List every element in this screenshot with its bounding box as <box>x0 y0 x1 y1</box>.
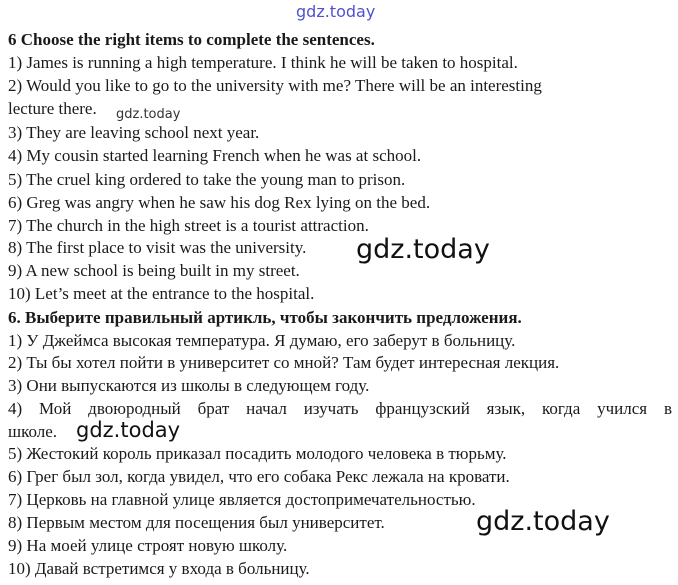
watermark-top: gdz.today <box>296 2 376 21</box>
english-item-9: 9) A new school is being built in my street. <box>8 261 300 280</box>
russian-heading: 6. Выберите правильный артикль, чтобы закончить предложения. <box>8 308 522 327</box>
english-item-2-cont: lecture there. <box>8 99 97 118</box>
watermark-small: gdz.today <box>116 107 181 122</box>
english-item-8: 8) The first place to visit was the university. <box>8 238 307 257</box>
russian-item-7: 7) Церковь на главной улице является достопримечательностью. <box>8 490 476 509</box>
watermark-large: gdz.today <box>356 234 490 265</box>
english-item-6: 6) Greg was angry when he saw his dog Rex lying on the bed. <box>8 193 431 212</box>
watermark-large-bottom: gdz.today <box>476 506 610 537</box>
russian-item-10: 10) Давай встретимся у входа в больницу. <box>8 559 310 578</box>
english-item-10: 10) Let’s meet at the entrance to the hospital. <box>8 284 315 303</box>
english-item-3: 3) They are leaving school next year. <box>8 123 260 142</box>
russian-item-2: 2) Ты бы хотел пойти в университет со мной? Там будет интересная лекция. <box>8 353 560 372</box>
english-heading: 6 Choose the right items to complete the sentences. <box>8 30 375 49</box>
english-item-7: 7) The church in the high street is a tourist attraction. <box>8 216 369 235</box>
english-item-2: 2) Would you like to go to the university with me? There will be an interesting <box>8 76 542 95</box>
russian-item-3: 3) Они выпускаются из школы в следующем году. <box>8 376 370 395</box>
russian-item-9: 9) На моей улице строят новую школу. <box>8 536 288 555</box>
russian-item-4-cont: школе. <box>8 422 58 441</box>
english-item-1: 1) James is running a high temperature. I think he will be taken to hospital. <box>8 53 518 72</box>
russian-item-4: 4) Мой двоюродный брат начал изучать французский язык, когда учился в <box>8 399 672 418</box>
english-item-5: 5) The cruel king ordered to take the young man to prison. <box>8 170 406 189</box>
watermark-medium: gdz.today <box>76 418 181 442</box>
english-item-4: 4) My cousin started learning French when he was at school. <box>8 146 422 165</box>
russian-item-1: 1) У Джеймса высокая температура. Я думаю, его заберут в больницу. <box>8 331 516 350</box>
russian-item-6: 6) Грег был зол, когда увидел, что его собака Рекс лежала на кровати. <box>8 467 510 486</box>
russian-item-8: 8) Первым местом для посещения был университет. <box>8 513 385 532</box>
russian-item-5: 5) Жестокий король приказал посадить молодого человека в тюрьму. <box>8 444 507 463</box>
